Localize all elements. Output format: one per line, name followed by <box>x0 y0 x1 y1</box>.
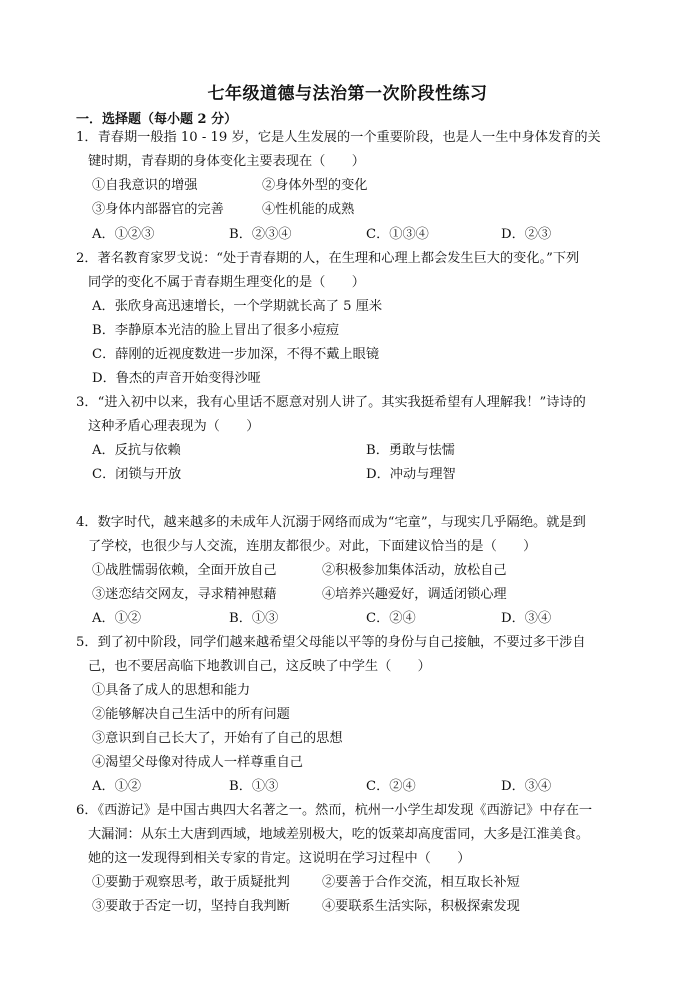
q1-stem-line1: 1．青春期一般指 10 - 19 岁，它是人生发展的一个重要阶段，也是人一生中身体发育的关 <box>76 130 601 145</box>
q4-stem-line1: 4．数字时代，越来越多的未成年人沉溺于网络而成为“宅童”，与现实几乎隔绝。就是到 <box>76 515 586 530</box>
q1-statement-3: ③身体内部器官的完善 <box>92 202 224 217</box>
q6-statement-1: ①要勤于观察思考，敢于质疑批判 <box>92 875 290 890</box>
q3-stem-line1: 3．“进入初中以来，我有心里话不愿意对别人讲了。其实我挺希望有人理解我！”诗诗的 <box>76 395 586 410</box>
q4-statement-3: ③迷恋结交网友，寻求精神慰藉 <box>92 587 277 602</box>
q6-statement-4: ④要联系生活实际，积极探索发现 <box>322 899 520 914</box>
q6-stem-line3: 她的这一发现得到相关专家的肯定。这说明在学习过程中（ ） <box>88 851 471 866</box>
q3-option-c: C．闭锁与开放 <box>92 467 182 482</box>
q1-option-b: B．②③④ <box>229 227 292 242</box>
q5-stem-line2: 己，也不要居高临下地教训自己，这反映了中学生（ ） <box>88 659 431 674</box>
q1-option-a: A．①②③ <box>92 227 155 242</box>
q5-statement-4: ④渴望父母像对待成人一样尊重自己 <box>92 755 303 770</box>
q6-statement-2: ②要善于合作交流，相互取长补短 <box>322 875 520 890</box>
q5-statement-2: ②能够解决自己生活中的所有问题 <box>92 707 290 722</box>
q1-stem-line2: 键时期，青春期的身体变化主要表现在（ ） <box>88 154 365 169</box>
q3-option-d: D．冲动与理智 <box>366 467 456 482</box>
q4-statement-1: ①战胜懦弱依赖，全面开放自己 <box>92 563 277 578</box>
q4-statement-4: ④培养兴趣爱好，调适闭锁心理 <box>322 587 507 602</box>
q4-option-b: B．①③ <box>229 611 279 626</box>
q5-statement-3: ③意识到自己长大了，开始有了自己的思想 <box>92 731 343 746</box>
q1-statement-1: ①自我意识的增强 <box>92 178 198 193</box>
q5-option-c: C．②④ <box>366 779 416 794</box>
q4-option-a: A．①② <box>92 611 142 626</box>
q5-statement-1: ①具备了成人的思想和能力 <box>92 683 251 698</box>
q4-option-c: C．②④ <box>366 611 416 626</box>
q2-option-d: D．鲁杰的声音开始变得沙哑 <box>92 371 261 386</box>
q4-statement-2: ②积极参加集体活动，放松自己 <box>322 563 507 578</box>
section-heading: 一．选择题（每小题 2 分） <box>76 112 238 127</box>
q1-statement-2: ②身体外型的变化 <box>262 178 368 193</box>
q1-option-d: D．②③ <box>501 227 552 242</box>
q1-option-c: C．①③④ <box>366 227 429 242</box>
q5-option-a: A．①② <box>92 779 142 794</box>
q5-stem-line1: 5．到了初中阶段，同学们越来越希望父母能以平等的身份与自己接触，不要过多干涉自 <box>76 635 586 650</box>
q3-option-b: B．勇敢与怯懦 <box>366 443 455 458</box>
q5-option-b: B．①③ <box>229 779 279 794</box>
q2-stem-line2: 同学的变化不属于青春期生理变化的是（ ） <box>88 275 365 290</box>
q5-option-d: D．③④ <box>501 779 552 794</box>
q2-option-b: B．李静原本光洁的脸上冒出了很多小痘痘 <box>92 323 340 338</box>
page-title: 七年级道德与法治第一次阶段性练习 <box>207 84 488 104</box>
q6-stem-line2: 大漏洞：从东土大唐到西域，地域差别极大，吃的饭菜却高度雷同，大多是江淮美食。 <box>88 827 590 842</box>
q2-stem-line1: 2．著名教育家罗戈说：“处于青春期的人，在生理和心理上都会发生巨大的变化。”下列 <box>76 251 580 266</box>
q4-option-d: D．③④ <box>501 611 552 626</box>
q2-option-a: A．张欣身高迅速增长，一个学期就长高了 5 厘米 <box>92 299 383 314</box>
q2-option-c: C．薛刚的近视度数进一步加深，不得不戴上眼镜 <box>92 347 380 362</box>
q1-statement-4: ④性机能的成熟 <box>262 202 355 217</box>
q3-stem-line2: 这种矛盾心理表现为（ ） <box>88 419 260 434</box>
q6-statement-3: ③要敢于否定一切，坚持自我判断 <box>92 899 290 914</box>
q4-stem-line2: 了学校，也很少与人交流，连朋友都很少。对此，下面建议恰当的是（ ） <box>88 539 537 554</box>
q6-stem-line1: 6．《西游记》是中国古典四大名著之一。然而，杭州一小学生却发现《西游记》中存在一 <box>76 803 593 818</box>
q3-option-a: A．反抗与依赖 <box>92 443 181 458</box>
